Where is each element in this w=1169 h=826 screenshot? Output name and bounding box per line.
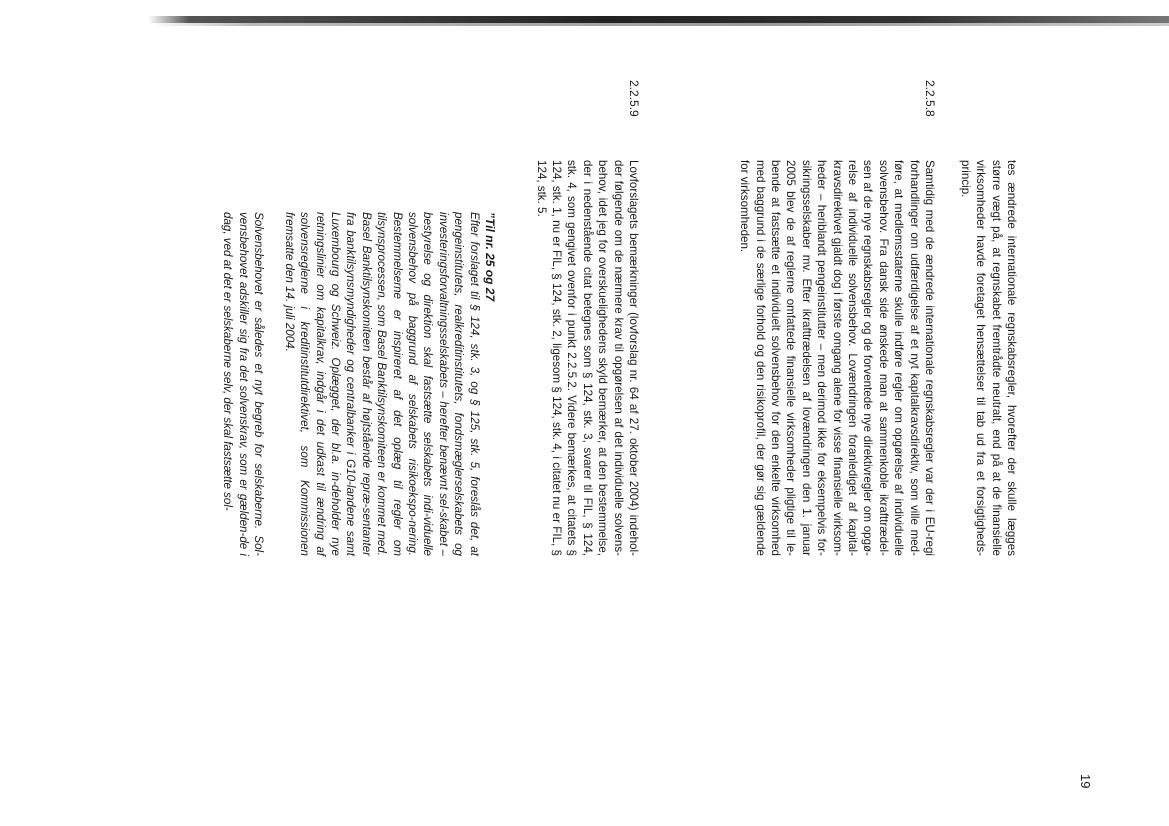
quotation-body: Efter forslaget til § 124, stk. 3, og § 125, stk. 5, foreslås det, at pengeinstitutets, realkreditinstitutets, fondsmæglerselskabets og investeringsforvaltningsselskabets – herefter benævnt sel-skabet – bestyrelse og direktion skal fastsætte selskabets indi-viduelle solvensbehov på baggrund af selskabets risikoekspo-nering. Bestemmelserne er inspireret af det oplæg til regler om tilsynsprocessen, som Basel Banktilsynskomiteen er kommet med. Basel Banktilsynskomiteen består af højtstående repræ-sentanter fra banktilsynsmyndigheder og centralbanker i G10-landene samt Luxembourg og Schweiz. Oplægget, der bl.a. in-deholder nye retningslinier om kapitalkrav, indgår i det udkast til ændring af solvensreglerne i kreditinstitutdirektivet, som Kommissionen fremsatte den 14. juli 2004.: [282, 212, 481, 556]
quotation-block: [220, 212, 497, 556]
section-2-2-5-9-paragraph: [533, 160, 641, 556]
section-2-2-5-8-paragraph: [737, 160, 937, 556]
intro-text: tes ændrede internationale regnskabsregler, hvorefter der skulle lægges større vægt på, at regnskabet fremtrådte neutralt, end på at de finansielle virksomheder havde foretaget hensættelser til tab ud fra et forsigtigheds-princip.: [958, 160, 1018, 556]
section-number-2-2-5-8: 2.2.5.8: [923, 80, 937, 117]
quotation-continuation: Solvensbehovet er således et nyt begreb for selskaberne. Sol-vensbehovet adskiller sig fra det solvenskrav, som er gælden-de i dag, ved at det er selskaberne selv, der skal fastsætte sol-: [221, 212, 266, 556]
section-2-2-5-9-text: Lovforslagets bemærkninger (lovforslag nr. 64 af 27. oktober 2004) indehol-der følgende om de nærmere krav til opgørelsen af det individuelle solvens-behov, idet jeg for overskuelighedens skyld bemærker, at den bestemmelse, der i nedenstående citat betegnes som § 124, stk. 3, svarer til FIL, § 124, stk. 4, som gengivet ovenfor i punkt 2.2.5.2. Videre bemærkes, at citatets § 124, stk. 1, nu er FIL, § 124, stk. 2, ligesom § 124, stk. 4, i citatet nu er FIL, § 124, stk. 5.: [534, 160, 640, 556]
quotation-heading: ”Til nr. 25 og 27: [483, 212, 497, 302]
page-number: 19: [1078, 774, 1093, 789]
section-number-2-2-5-9: 2.2.5.9: [627, 80, 641, 117]
intro-paragraph: [957, 160, 1019, 556]
section-2-2-5-8-text: Samtidig med de ændrede internationale regnskabsregler var der i EU-regi forhandlinger om udfærdigelse af et nyt kapitalkravsdirektiv, som ville med-føre, at medlemsstaterne skulle indføre regler om opgørelse af individuelle solvensbehov. Fra dansk side ønskede man at sammenkoble ikrafttrædel-sen af de nye regnskabsregler og de forventede nye direktivregler om opgø-relse af individuelle solvensbehov. Lovændringen foranlediget af kapital-kravsdirektivet gjaldt dog i første omgang alene for visse finansielle virksom-heder – heriblandt pengeinstitutter – men derimod ikke for eksempelvis for-sikringsselskaber mv. Efter ikrafttrædelsen af lovændringen den 1. januar 2005 blev de af reglerne omfattede finansielle virksomheder pligtige til le-bende at fastsætte et individuelt solvensbehov for den enkelte virksomhed med baggrund i de særlige forhold og den risikoprofil, der gør sig gældende for virksomheden.: [738, 160, 936, 556]
